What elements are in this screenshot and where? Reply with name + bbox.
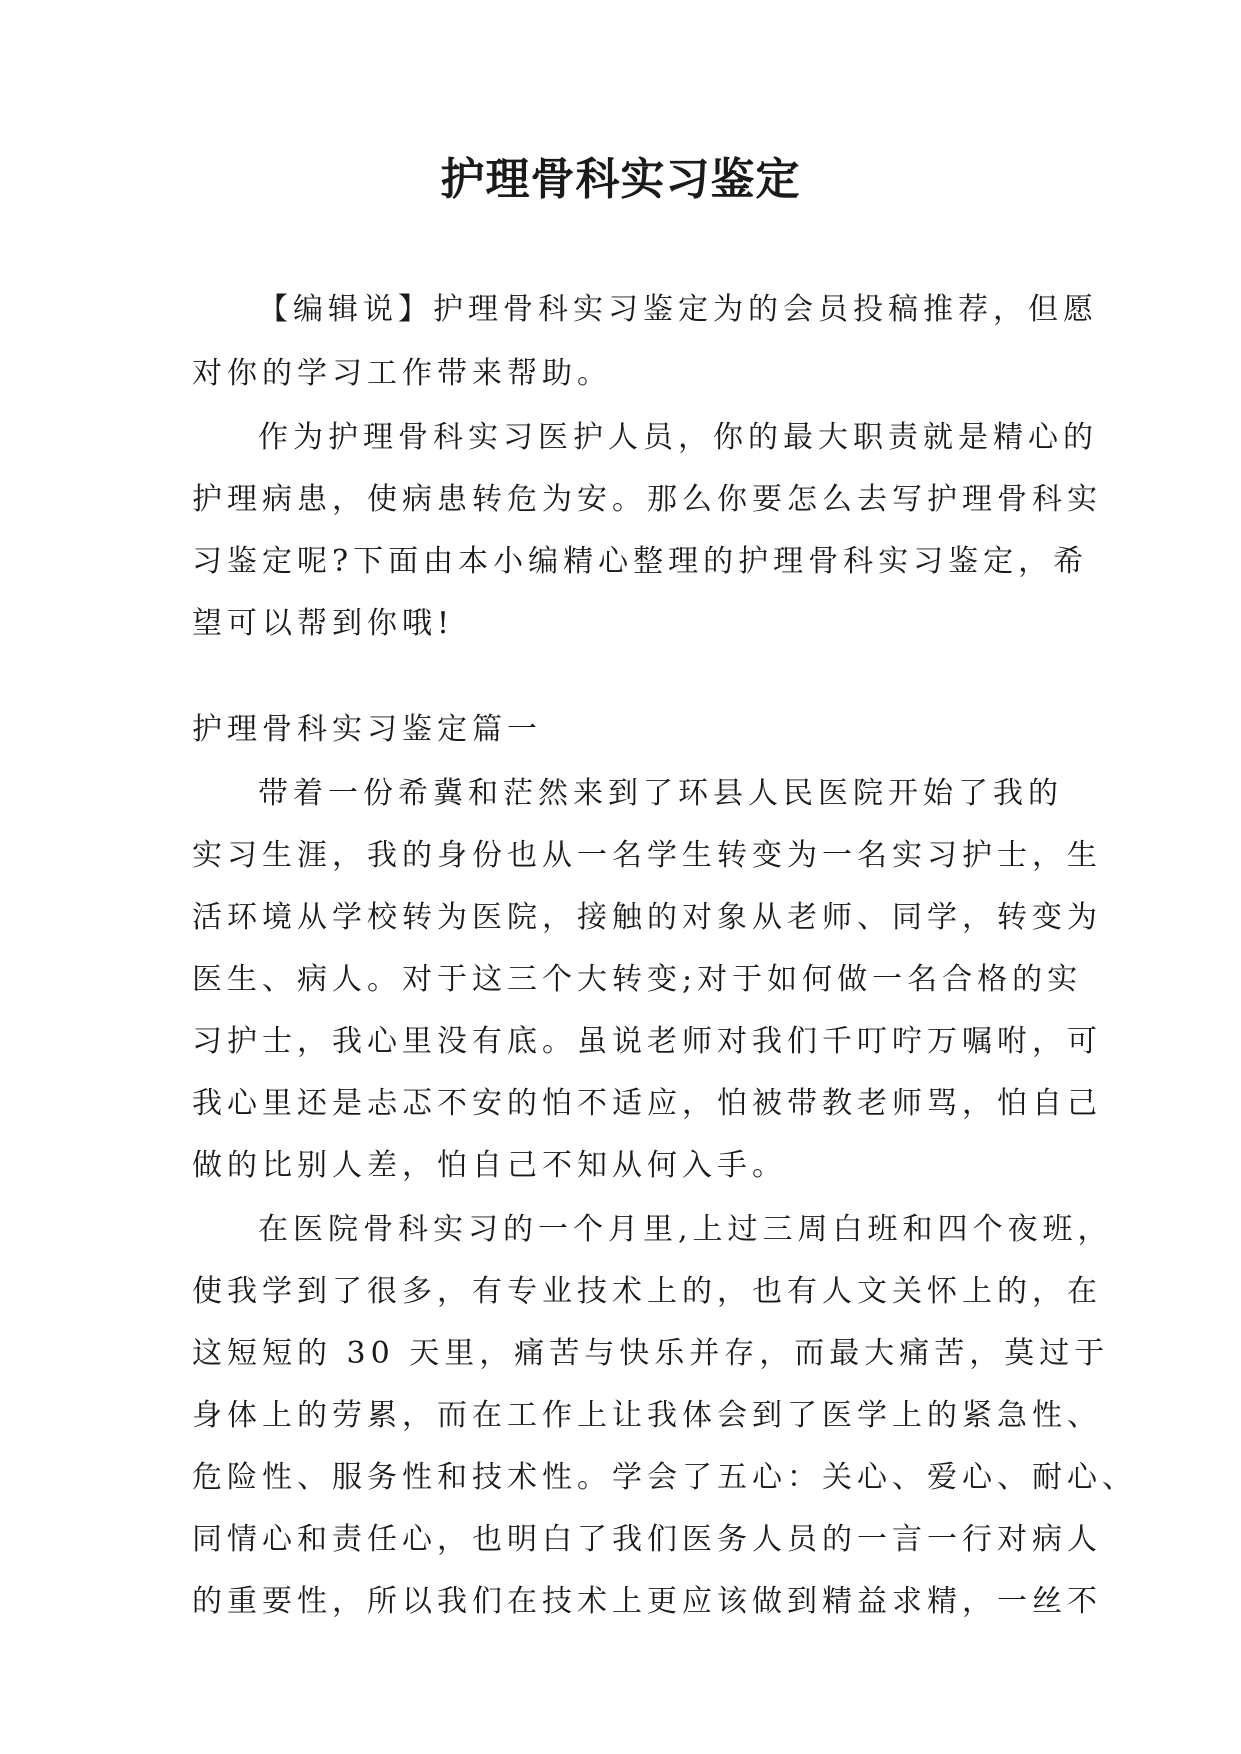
paragraph-line: 习鉴定呢?下面由本小编精心整理的护理骨科实习鉴定，希	[192, 544, 1089, 579]
paragraph-line: 带着一份希冀和茫然来到了环县人民医院开始了我的	[258, 776, 1063, 811]
paragraph-line: 在医院骨科实习的一个月里,上过三周白班和四个夜班，	[258, 1212, 1113, 1247]
document-title: 护理骨科实习鉴定	[440, 154, 801, 205]
paragraph-line: 对你的学习工作带来帮助。	[192, 356, 612, 391]
section-heading: 护理骨科实习鉴定篇一	[192, 712, 542, 747]
paragraph-line: 这短短的 30 天里，痛苦与快乐并存，而最大痛苦，莫过于	[192, 1336, 1110, 1371]
paragraph-line: 使我学到了很多，有专业技术上的，也有人文关怀上的，在	[192, 1274, 1102, 1309]
paragraph-line: 医生、病人。对于这三个大转变;对于如何做一名合格的实	[192, 962, 1083, 997]
paragraph-line: 活环境从学校转为医院，接触的对象从老师、同学，转变为	[192, 900, 1102, 935]
paragraph-line: 同情心和责任心，也明白了我们医务人员的一言一行对病人	[192, 1522, 1102, 1557]
paragraph-line: 我心里还是忐忑不安的怕不适应，怕被带教老师骂，怕自己	[192, 1086, 1102, 1121]
paragraph-line: 的重要性，所以我们在技术上更应该做到精益求精，一丝不	[192, 1584, 1102, 1619]
paragraph-line: 习护士，我心里没有底。虽说老师对我们千叮咛万嘱咐，可	[192, 1024, 1102, 1059]
paragraph-line: 危险性、服务性和技术性。学会了五心：关心、爱心、耐心、	[192, 1460, 1137, 1495]
paragraph-line: 作为护理骨科实习医护人员，你的最大职责就是精心的	[258, 420, 1098, 455]
paragraph-line: 实习生涯，我的身份也从一名学生转变为一名实习护士，生	[192, 838, 1102, 873]
paragraph-line: 身体上的劳累，而在工作上让我体会到了医学上的紧急性、	[192, 1398, 1102, 1433]
paragraph-line: 【编辑说】护理骨科实习鉴定为的会员投稿推荐，但愿	[258, 292, 1098, 327]
paragraph-line: 望可以帮到你哦!	[192, 606, 455, 641]
paragraph-line: 做的比别人差，怕自己不知从何入手。	[192, 1148, 787, 1183]
paragraph-line: 护理病患，使病患转危为安。那么你要怎么去写护理骨科实	[192, 482, 1102, 517]
